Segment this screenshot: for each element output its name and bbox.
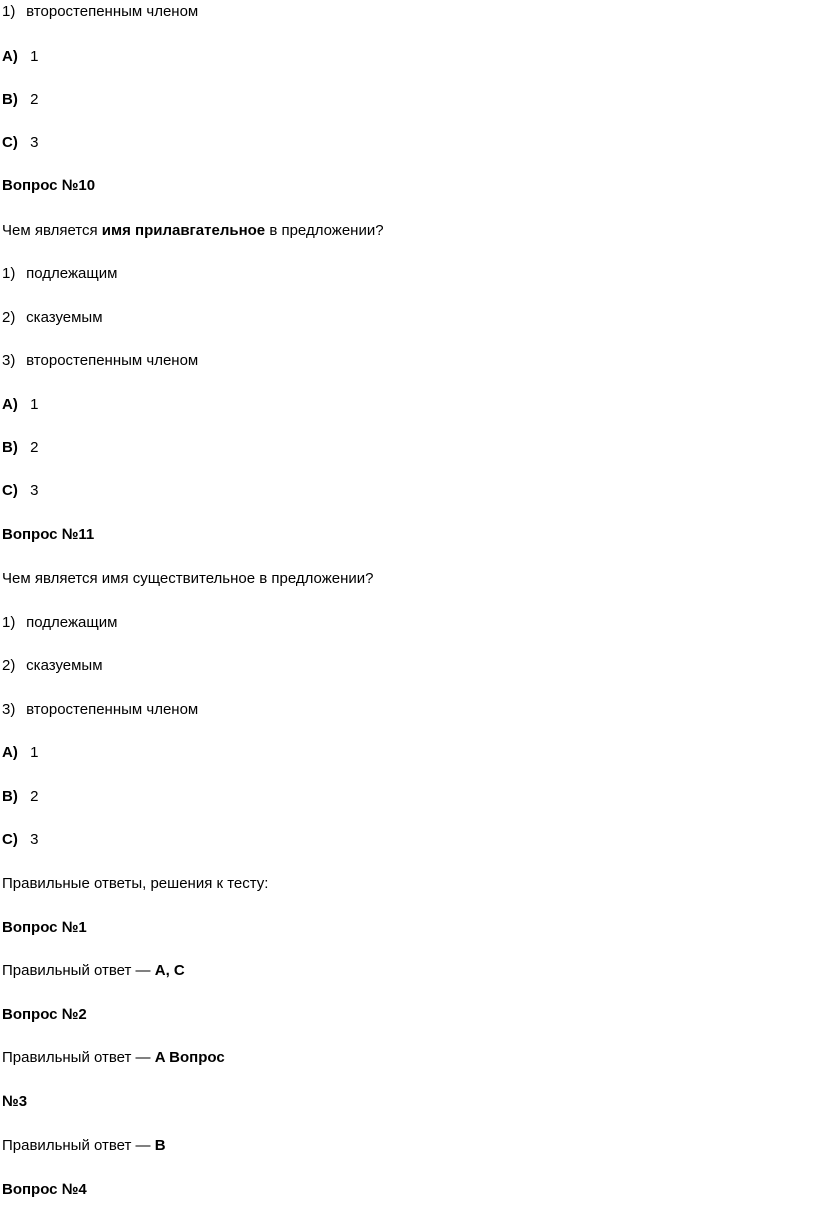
- option-text: второстепенным членом: [26, 352, 199, 369]
- option-number: 1): [2, 265, 16, 282]
- answer-question-title: Вопрос №4: [2, 1181, 87, 1198]
- answer-label: A): [2, 48, 18, 65]
- correct-answer-value: A Вопрос: [154, 1049, 225, 1066]
- option-text: подлежащим: [26, 265, 118, 282]
- option-2: [2, 309, 103, 327]
- correct-answer-prefix: Правильный ответ —: [2, 1137, 155, 1154]
- answer-question-title: Вопрос №2: [2, 1006, 87, 1023]
- answer-c: [2, 482, 39, 500]
- answer-b: [2, 91, 39, 109]
- option-3: [2, 3, 198, 21]
- option-1: [2, 265, 117, 283]
- answer-b: [2, 439, 39, 457]
- option-number: 3): [2, 701, 16, 718]
- option-number: 2): [2, 309, 16, 326]
- correct-answer-prefix: Правильный ответ —: [2, 1049, 155, 1066]
- answer-label: A): [2, 744, 18, 761]
- option-3: [2, 352, 198, 370]
- option-text: подлежащим: [26, 614, 118, 631]
- answer-label: B): [2, 439, 18, 456]
- answer-label: C): [2, 831, 18, 848]
- option-number: 3): [2, 352, 16, 369]
- answer-label: A): [2, 396, 18, 413]
- answer-value: 2: [30, 439, 39, 456]
- option-text: второстепенным членом: [26, 3, 199, 20]
- answer-value: 3: [30, 482, 39, 499]
- answer-a: [2, 48, 39, 66]
- question-title: Вопрос №11: [2, 526, 95, 543]
- correct-answer: [2, 1049, 225, 1067]
- option-text: сказуемым: [26, 657, 103, 674]
- answer-label: C): [2, 134, 18, 151]
- answer-c: [2, 134, 39, 152]
- question-text-pre: Чем является: [2, 222, 102, 239]
- option-number: 2): [2, 657, 16, 674]
- option-text: второстепенным членом: [26, 701, 199, 718]
- answer-a: [2, 744, 39, 762]
- question-title: Вопрос №10: [2, 177, 96, 194]
- answer-b: [2, 788, 39, 806]
- answer-label: C): [2, 482, 18, 499]
- question-text-bold: имя прилавгательное: [101, 222, 266, 239]
- answer-value: 1: [30, 744, 39, 761]
- answer-label: B): [2, 91, 18, 108]
- option-3: [2, 701, 198, 719]
- answer-a: [2, 396, 39, 414]
- correct-answer: [2, 962, 185, 980]
- question-text-post: в предложении?: [265, 222, 384, 239]
- option-2: [2, 657, 103, 675]
- answer-value: 1: [30, 48, 39, 65]
- answer-value: 2: [30, 91, 39, 108]
- answer-question-title: №3: [2, 1093, 28, 1110]
- correct-answer-value: A, C: [154, 962, 185, 979]
- option-1: [2, 614, 117, 632]
- correct-answer-prefix: Правильный ответ —: [2, 962, 155, 979]
- correct-answer: [2, 1137, 166, 1155]
- question-text: Чем является имя существительное в предложении?: [2, 570, 374, 587]
- answer-c: [2, 831, 39, 849]
- answer-value: 3: [30, 134, 39, 151]
- answer-label: B): [2, 788, 18, 805]
- answers-heading: Правильные ответы, решения к тесту:: [2, 875, 269, 892]
- answer-value: 3: [30, 831, 39, 848]
- question-text: [2, 222, 384, 240]
- answer-value: 1: [30, 396, 39, 413]
- correct-answer-value: B: [154, 1137, 166, 1154]
- option-number: 1): [2, 614, 16, 631]
- answer-question-title: Вопрос №1: [2, 919, 87, 936]
- option-number: 1): [2, 3, 16, 20]
- answer-value: 2: [30, 788, 39, 805]
- option-text: сказуемым: [26, 309, 103, 326]
